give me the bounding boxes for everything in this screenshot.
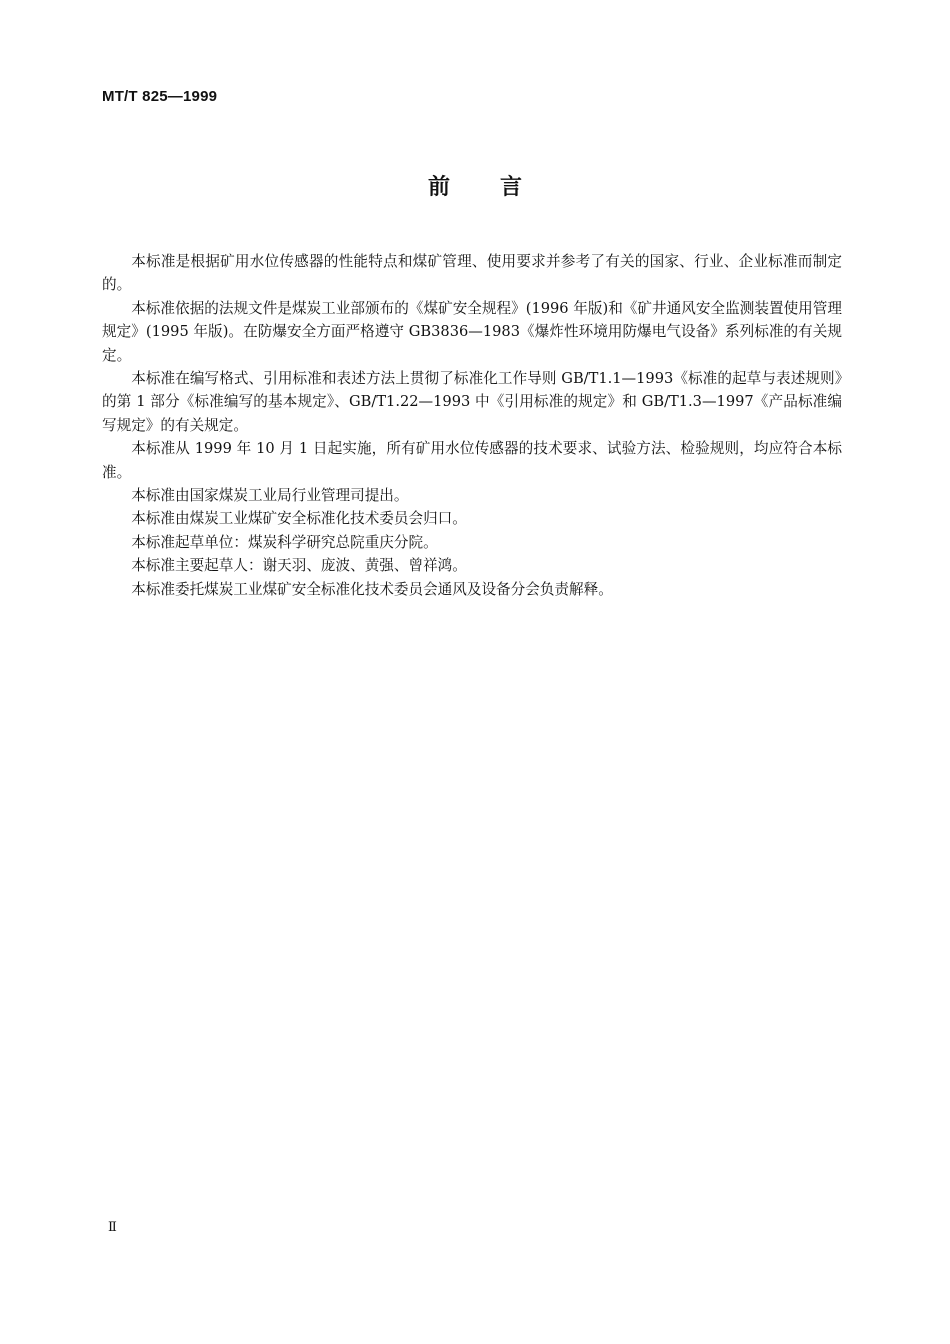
page-title: 前言 [427,175,572,200]
paragraph-effective-date: 本标准从 1999 年 10 月 1 日起实施，所有矿用水位传感器的技术要求、试验方法、检验规则，均应符合本标准。 [102,440,842,481]
paragraph-drafting-unit: 本标准起草单位：煤炭科学研究总院重庆分院。 [131,533,438,551]
document-code: MT/T 825—1999 [102,88,218,105]
paragraph-proposer: 本标准由国家煤炭工业局行业管理司提出。 [131,487,409,505]
paragraph-administrator: 本标准由煤炭工业煤矿安全标准化技术委员会归口。 [131,510,467,528]
document-body [102,250,842,601]
paragraph-drafters: 本标准主要起草人：谢天羽、庞波、黄强、曾祥鸿。 [131,557,467,575]
page-number: Ⅱ [108,1219,117,1234]
paragraph-regulations: 本标准依据的法规文件是煤炭工业部颁布的《煤矿安全规程》(1996 年版)和《矿井通风安全监测装置使用管理规定》(1995 年版)。在防爆安全方面严格遵守 GB3836—1983《爆炸性环境用防爆电气设备》系列标准的有关规定。 [102,299,842,364]
paragraph-format: 本标准在编写格式、引用标准和表述方法上贯彻了标准化工作导则 GB/T1.1—1993《标准的起草与表述规则》的第 1 部分《标准编写的基本规定》、GB/T1.22—1993 中《引用标准的规定》和 GB/T1.3—1997《产品标准编写规定》的有关规定。 [102,370,842,434]
paragraph-interpretation: 本标准委托煤炭工业煤矿安全标准化技术委员会通风及设备分会负责解释。 [131,580,613,598]
paragraph-basis: 本标准是根据矿用水位传感器的性能特点和煤矿管理、使用要求并参考了有关的国家、行业、企业标准而制定的。 [102,253,842,294]
